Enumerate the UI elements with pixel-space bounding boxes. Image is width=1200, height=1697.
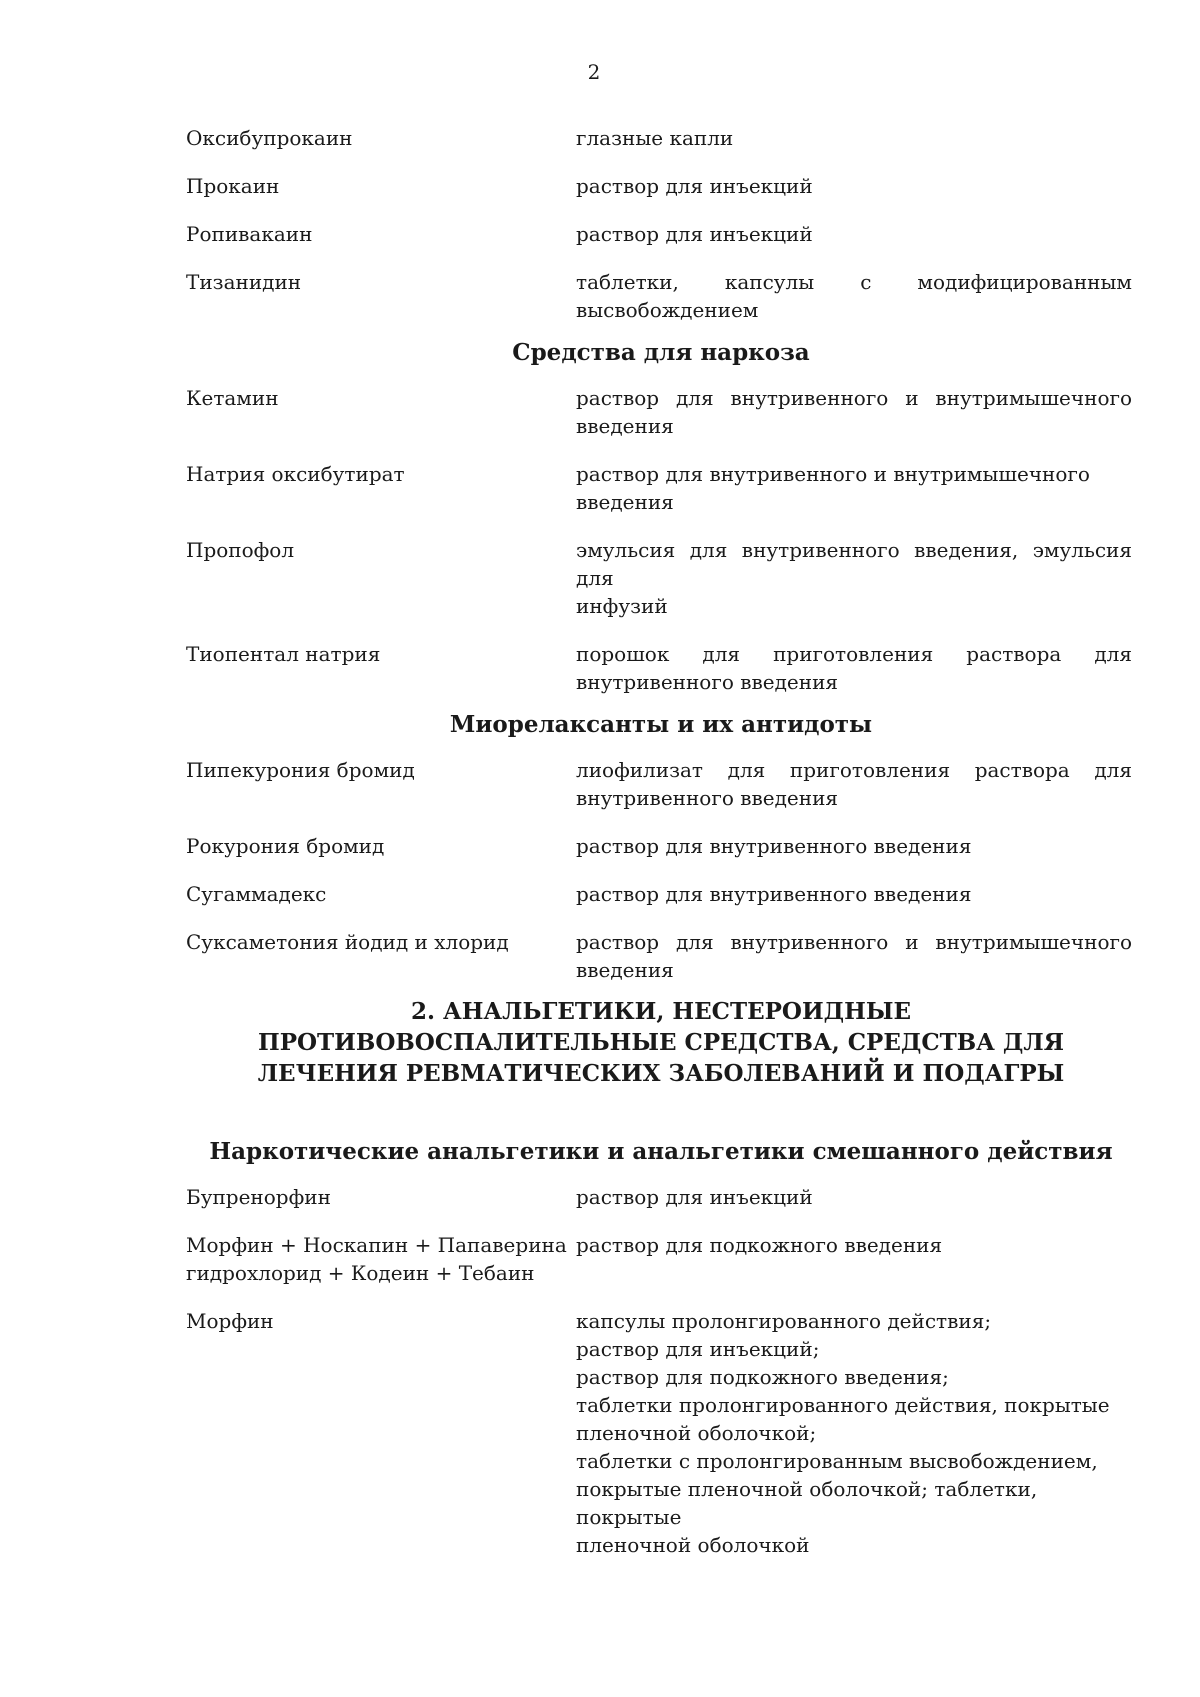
section-heading: Миорелаксанты и их антидоты xyxy=(449,711,873,738)
drug-name: Ропивакаин xyxy=(186,222,313,246)
drug-row xyxy=(186,1231,1136,1287)
drug-name: Бупренорфин xyxy=(186,1185,331,1209)
dosage-form: раствор для инъекций xyxy=(576,222,813,246)
drug-name: Рокурония бромид xyxy=(186,834,385,858)
dosage-form: порошок для приготовления раствора для внутривенного введения xyxy=(576,642,1132,694)
dosage-form: раствор для внутривенного и внутримышечного введения xyxy=(576,930,1132,982)
drug-row xyxy=(186,124,1136,152)
drug-name: Пипекурония бромид xyxy=(186,758,415,782)
drug-name: Тиопентал натрия xyxy=(186,642,381,666)
drug-row xyxy=(186,880,1136,908)
drug-row xyxy=(186,172,1136,200)
section-heading: Наркотические анальгетики и анальгетики смешанного действия xyxy=(209,1138,1113,1165)
drug-name: Морфин xyxy=(186,1309,274,1333)
drug-name: Прокаин xyxy=(186,174,280,198)
chapter-heading: 2. АНАЛЬГЕТИКИ, НЕСТЕРОИДНЫЕ ПРОТИВОВОСПАЛИТЕЛЬНЫЕ СРЕДСТВА, СРЕДСТВА ДЛЯ ЛЕЧЕНИЯ РЕВМАТИЧЕСКИХ ЗАБОЛЕВАНИЙ И ПОДАГРЫ xyxy=(257,998,1065,1087)
drug-row xyxy=(186,536,1136,620)
dosage-form: раствор для инъекций xyxy=(576,174,813,198)
dosage-form: раствор для инъекций xyxy=(576,1185,813,1209)
dosage-form: раствор для внутривенного и внутримышечного введения xyxy=(576,462,1090,514)
drug-name: Тизанидин xyxy=(186,270,302,294)
dosage-form: раствор для подкожного введения xyxy=(576,1233,943,1257)
drug-row xyxy=(186,928,1136,984)
dosage-form: капсулы пролонгированного действия; раствор для инъекций; раствор для подкожного введения; таблетки пролонгированного действия, покрытые пленочной оболочкой; таблетки с пролонгированным высвобождением, покрытые пленочной оболочкой; таблетки, покрытые пленочной оболочкой xyxy=(576,1309,1110,1557)
dosage-form: глазные капли xyxy=(576,126,734,150)
drug-name: Натрия оксибутират xyxy=(186,462,405,486)
drug-row xyxy=(186,220,1136,248)
drug-row xyxy=(186,1307,1136,1559)
section-heading: Средства для наркоза xyxy=(512,339,810,366)
dosage-form: эмульсия для внутривенного введения, эмульсия для инфузий xyxy=(576,538,1132,618)
dosage-form: раствор для внутривенного и внутримышечного введения xyxy=(576,386,1132,438)
drug-name: Суксаметония йодид и хлорид xyxy=(186,930,509,954)
dosage-form: раствор для внутривенного введения xyxy=(576,834,972,858)
dosage-form: раствор для внутривенного введения xyxy=(576,882,972,906)
drug-row xyxy=(186,1183,1136,1211)
dosage-form: лиофилизат для приготовления раствора для внутривенного введения xyxy=(576,758,1132,810)
drug-name: Морфин + Носкапин + Папаверина гидрохлорид + Кодеин + Тебаин xyxy=(186,1233,567,1285)
drug-row xyxy=(186,268,1136,324)
drug-list xyxy=(186,124,1136,1559)
page-number: 2 xyxy=(587,60,601,84)
drug-name: Оксибупрокаин xyxy=(186,126,353,150)
drug-row xyxy=(186,460,1136,516)
dosage-form: таблетки, капсулы с модифицированным высвобождением xyxy=(576,270,1132,322)
drug-row xyxy=(186,756,1136,812)
drug-row xyxy=(186,832,1136,860)
drug-name: Кетамин xyxy=(186,386,279,410)
drug-name: Сугаммадекс xyxy=(186,882,327,906)
drug-name: Пропофол xyxy=(186,538,295,562)
drug-row xyxy=(186,640,1136,696)
drug-row xyxy=(186,384,1136,440)
